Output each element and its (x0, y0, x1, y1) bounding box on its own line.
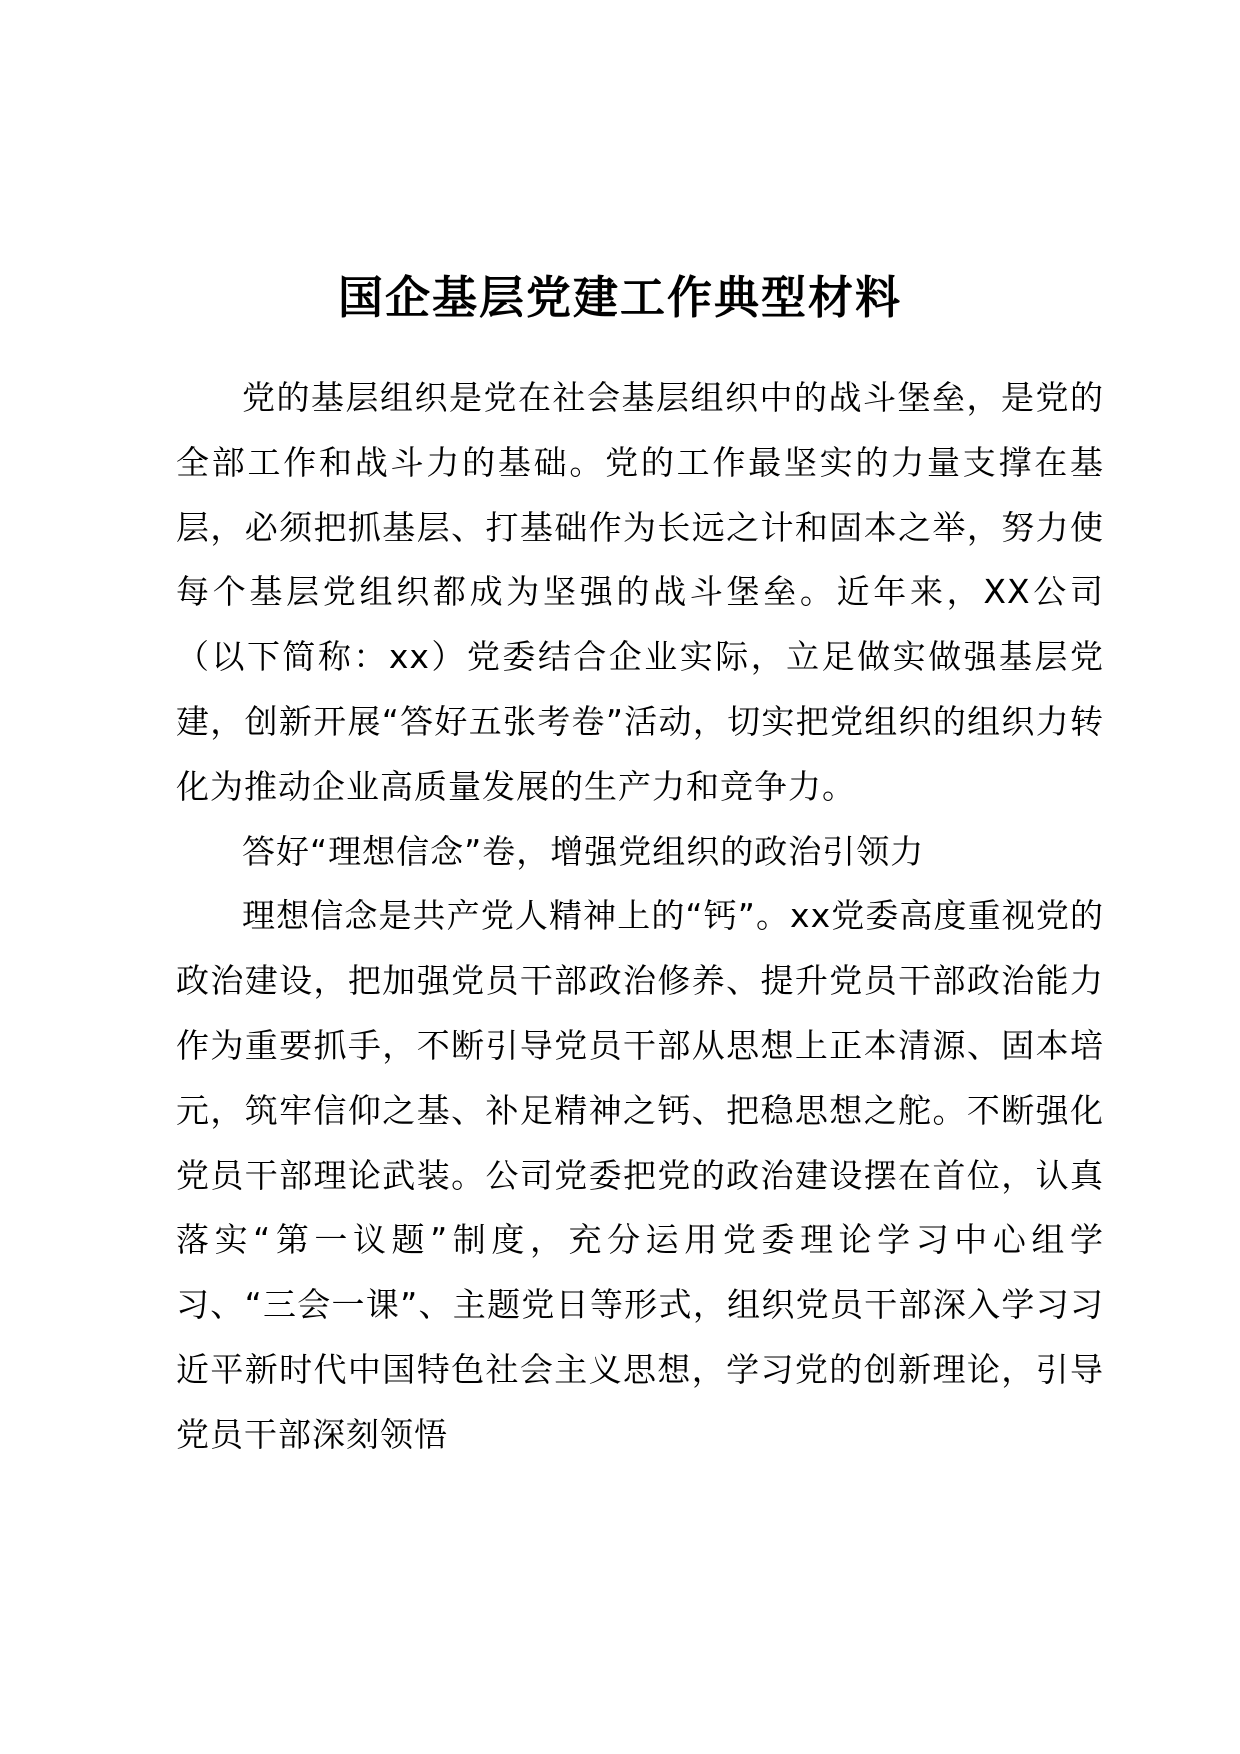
document-title: 国企基层党建工作典型材料 (337, 271, 902, 324)
body-paragraph: 理想信念是共产党人精神上的“钙”。xx党委高度重视党的政治建设，把加强党员干部政治修养、提升党员干部政治能力作为重要抓手，不断引导党员干部从思想上正本清源、固本培元，筑牢信仰之基、补足精神之钙、把稳思想之舵。不断强化党员干部理论武装。公司党委把党的政治建设摆在首位，认真落实“第一议题”制度，充分运用党委理论学习中心组学习、“三会一课”、主题党日等形式，组织党员干部深入学习习近平新时代中国特色社会主义思想，学习党的创新理论，引导党员干部深刻领悟 (176, 896, 1104, 1454)
document-body (176, 366, 1104, 1468)
intro-paragraph: 党的基层组织是党在社会基层组织中的战斗堡垒，是党的全部工作和战斗力的基础。党的工作最坚实的力量支撑在基层，必须把抓基层、打基础作为长远之计和固本之举，努力使每个基层党组织都成为坚强的战斗堡垒。近年来，XX公司（以下简称：xx）党委结合企业实际，立足做实做强基层党建，创新开展“答好五张考卷”活动，切实把党组织的组织力转化为推动企业高质量发展的生产力和竞争力。 (176, 378, 1104, 806)
section-heading: 答好“理想信念”卷，增强党组织的政治引领力 (242, 831, 925, 871)
